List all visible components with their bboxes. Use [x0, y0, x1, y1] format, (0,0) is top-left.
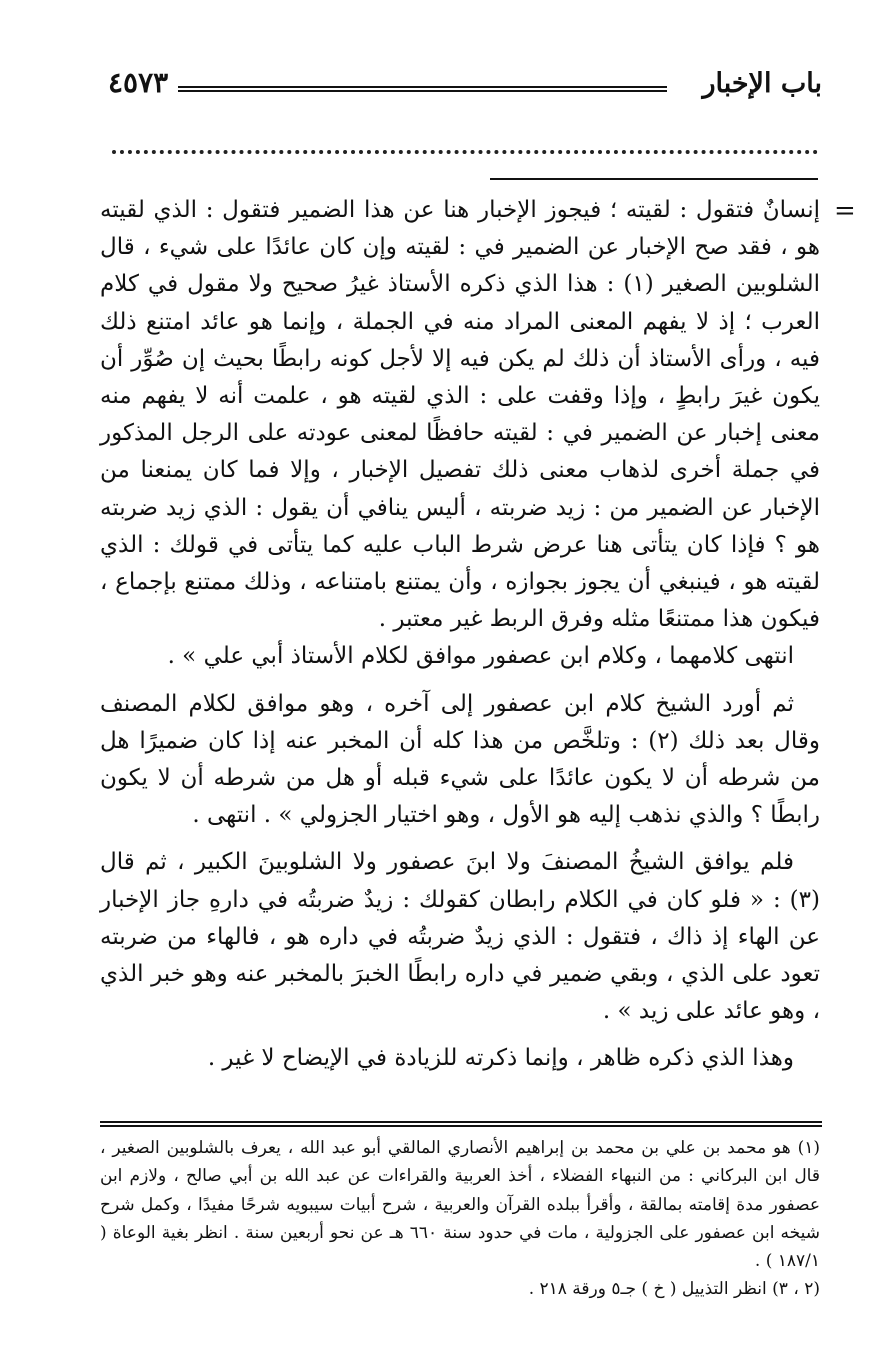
- continuation-marker: =: [834, 196, 856, 226]
- running-title: باب الإخبار: [702, 68, 822, 99]
- footnote: (٢ ، ٣) انظر التذييل ( خ ) جـ٥ ورقة ٢١٨ .: [528, 1279, 820, 1300]
- footnotes: [100, 1134, 820, 1304]
- paragraph: وهذا الذي ذكره ظاهر ، وإنما ذكرته للزيادة في الإيضاح لا غير .: [207, 1045, 794, 1072]
- page-number: ٤٥٧٣: [108, 66, 169, 99]
- main-text: [100, 192, 820, 1078]
- footnote: (١) هو محمد بن علي بن محمد بن إبراهيم الأنصاري المالقي أبو عبد الله ، يعرف بالشلوبين الصغير ، قال ابن البركاني : من النبهاء الفضلاء ، أخذ العربية والقراءات عن عبد الله بن أبي صالح ، ولازم ابن عصفور مدة إقامته بمالقة ، وأقرأ ببلده القرآن والعربية ، شرح أبيات سيبويه شرحًا مفيدًا ، وكمل شرح شيخه ابن عصفور على الجزولية ، مات في حدود سنة ٦٦٠ هـ عن نحو أربعين سنة . انظر بغية الوعاة ( ١٨٧/١ ) .: [100, 1138, 820, 1272]
- paragraph: إنسانٌ فتقول : لقيته ؛ فيجوز الإخبار هنا عن هذا الضمير فتقول : الذي لقيته هو ، فقد صح الإخبار عن الضمير في : لقيته وإن كان عائدًا على شيء ، قال الشلوبين الصغير (١) : هذا الذي ذكره الأستاذ غيرُ صحيح ولا مقول في كلام العرب ؛ إذ لا يفهم المعنى المراد منه في الجملة ، وإنما هو عائد امتنع ذلك فيه ، ورأى الأستاذ أن ذلك لم يكن فيه إلا لأجل كونه رابطًا بحيث إن صُوِّر أن يكون غيرَ رابطٍ ، وإذا وقفت على : الذي لقيته هو ، علمت أنه لا يفهم منه معنى إخبار عن الضمير في : لقيته حافظًا لمعنى عودته على الرجل المذكور في جملة أخرى لذهاب معنى ذلك تفصيل الإخبار ، وإلا فما كان يمنعنا من الإخبار عن الضمير من : زيد ضربته ، أليس ينافي أن يقول : الذي زيد ضربته هو ؟ فإذا كان يتأتى هنا عرض شرط الباب عليه كما يتأتى في قولك : الذي لقيته هو ، فينبغي أن يجوز بجوازه ، وأن يمتنع بامتناعه ، وذلك ممتنع بإجماع ، فيكون هذا ممتنعًا مثله وفرق الربط غير معتبر .: [100, 197, 820, 633]
- paragraph: انتهى كلامهما ، وكلام ابن عصفور موافق لكلام الأستاذ أبي علي » .: [167, 643, 794, 670]
- paragraph: فلم يوافق الشيخُ المصنفَ ولا ابنَ عصفور ولا الشلوبينَ الكبير ، ثم قال (٣) : « فلو كان في الكلام رابطان كقولك : زيدٌ ضربتُه في دارهِ جاز الإخبار عن الهاء إذ ذاك ، فتقول : الذي زيدٌ ضربتُه في داره هو ، فالهاء من ضربته تعود على الذي ، وبقي ضمير في داره رابطًا الخبرَ بالمخبر عنه وهو خبر الذي ، وهو عائد على زيد » .: [100, 849, 820, 1025]
- paragraph: ثم أورد الشيخ كلام ابن عصفور إلى آخره ، وهو موافق لكلام المصنف وقال بعد ذلك (٢) : وتلخَّص من هذا كله أن المخبر عنه إذا كان ضميرًا هل من شرطه أن لا يكون عائدًا على شيء قبله أو هل من شرطه أن لا يكون رابطًا ؟ والذي نذهب إليه هو الأول ، وهو اختيار الجزولي » . انتهى .: [100, 690, 820, 829]
- page-header: [100, 66, 822, 106]
- header-double-rule: [178, 86, 667, 92]
- dotted-separator: [112, 150, 818, 154]
- continuation-rule: [490, 178, 818, 180]
- footnote-separator: [100, 1121, 822, 1127]
